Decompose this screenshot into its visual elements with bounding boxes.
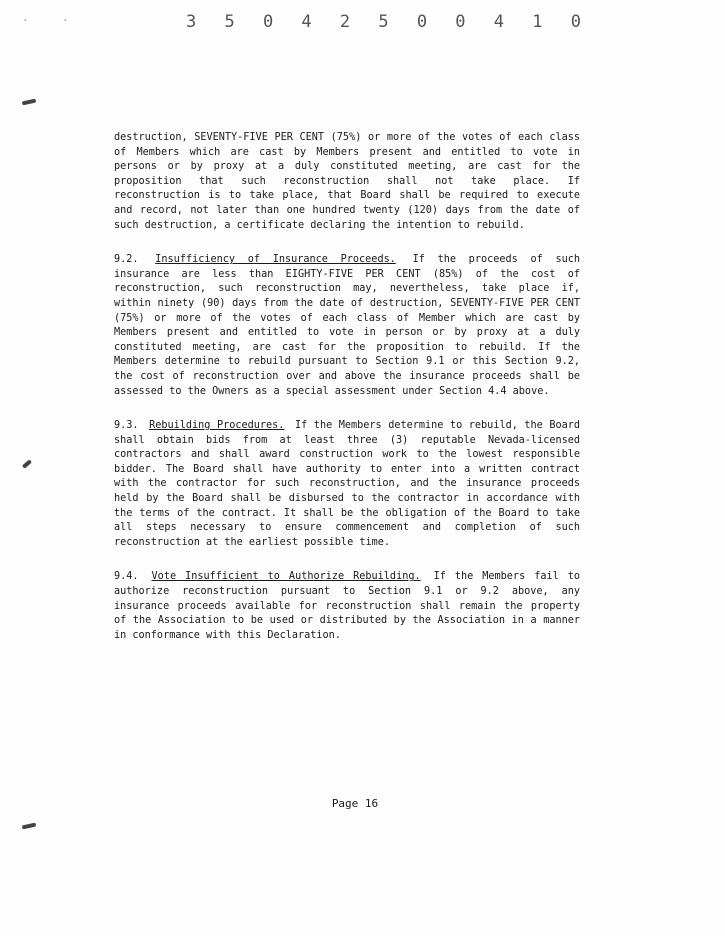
section-number: 9.2. xyxy=(114,254,139,266)
section-number: 9.4. xyxy=(114,571,139,583)
section-body: If the proceeds of such insurance are less than EIGHTY-FIVE PER CENT (85%) of the cost of reconstruction, such reconstruction may, nevertheless, take place if, within ninety (90) days from the date of destruction, SEVENTY-FIVE PER CENT (75%) or more of the votes of each class of Member which are cast by Members present and entitled to vote in person or by proxy at a duly constituted meeting, are cast for the proposition to rebuild. If the Members determine to rebuild pursuant to Section 9.1 or this Section 9.2, the cost of reconstruction over and above the insurance proceeds shall be assessed to the Owners as a special assessment under Section 4.4 above. xyxy=(114,254,580,397)
page-number: Page 16 xyxy=(331,797,379,810)
page-footer xyxy=(0,797,725,810)
section-heading: Rebuilding Procedures. xyxy=(149,420,285,432)
section-heading: Vote Insufficient to Authorize Rebuilding. xyxy=(151,571,421,583)
binder-hole-mark xyxy=(22,823,37,830)
section-9-2 xyxy=(114,253,580,399)
section-number: 9.3. xyxy=(114,420,139,432)
binder-hole-mark xyxy=(22,459,32,468)
margin-speck: · xyxy=(22,14,29,27)
document-body xyxy=(114,131,580,663)
document-number: 3 5 0 4 2 5 0 0 4 1 0 xyxy=(186,12,590,32)
section-9-3 xyxy=(114,419,580,550)
binder-hole-mark xyxy=(22,99,37,106)
section-body: If the Members determine to rebuild, the Board shall obtain bids from at least three (3) reputable Nevada-licensed contractors and shall award construction work to the lowest responsible bidder. The Board shall have authority to enter into a written contract with the contractor for such reconstruction, and the insurance proceeds held by the Board shall be disbursed to the contractor in accordance with the terms of the contract. It shall be the obligation of the Board to take all steps necessary to ensure commencement and completion of such reconstruction at the earliest possible time. xyxy=(114,420,581,548)
intro-paragraph: destruction, SEVENTY-FIVE PER CENT (75%) or more of the votes of each class of Members which are cast by Members present and entitled to vote in persons or by proxy at a duly constituted meeting, are cast for the proposition that such reconstruction shall not take place. If reconstruction is to take place, that Board shall be required to execute and record, not later than one hundred twenty (120) days from the date of such destruction, a certificate declaring the intention to rebuild. xyxy=(114,132,580,231)
section-heading: Insufficiency of Insurance Proceeds. xyxy=(155,254,396,266)
section-body: If the Members fail to authorize reconstruction pursuant to Section 9.1 or 9.2 above, any insurance proceeds available for reconstruction shall remain the property of the Association to be used or distributed by the Association in a manner in conformance with this Declaration. xyxy=(114,571,580,641)
margin-speck: · xyxy=(62,14,69,27)
section-9-4 xyxy=(114,570,580,643)
